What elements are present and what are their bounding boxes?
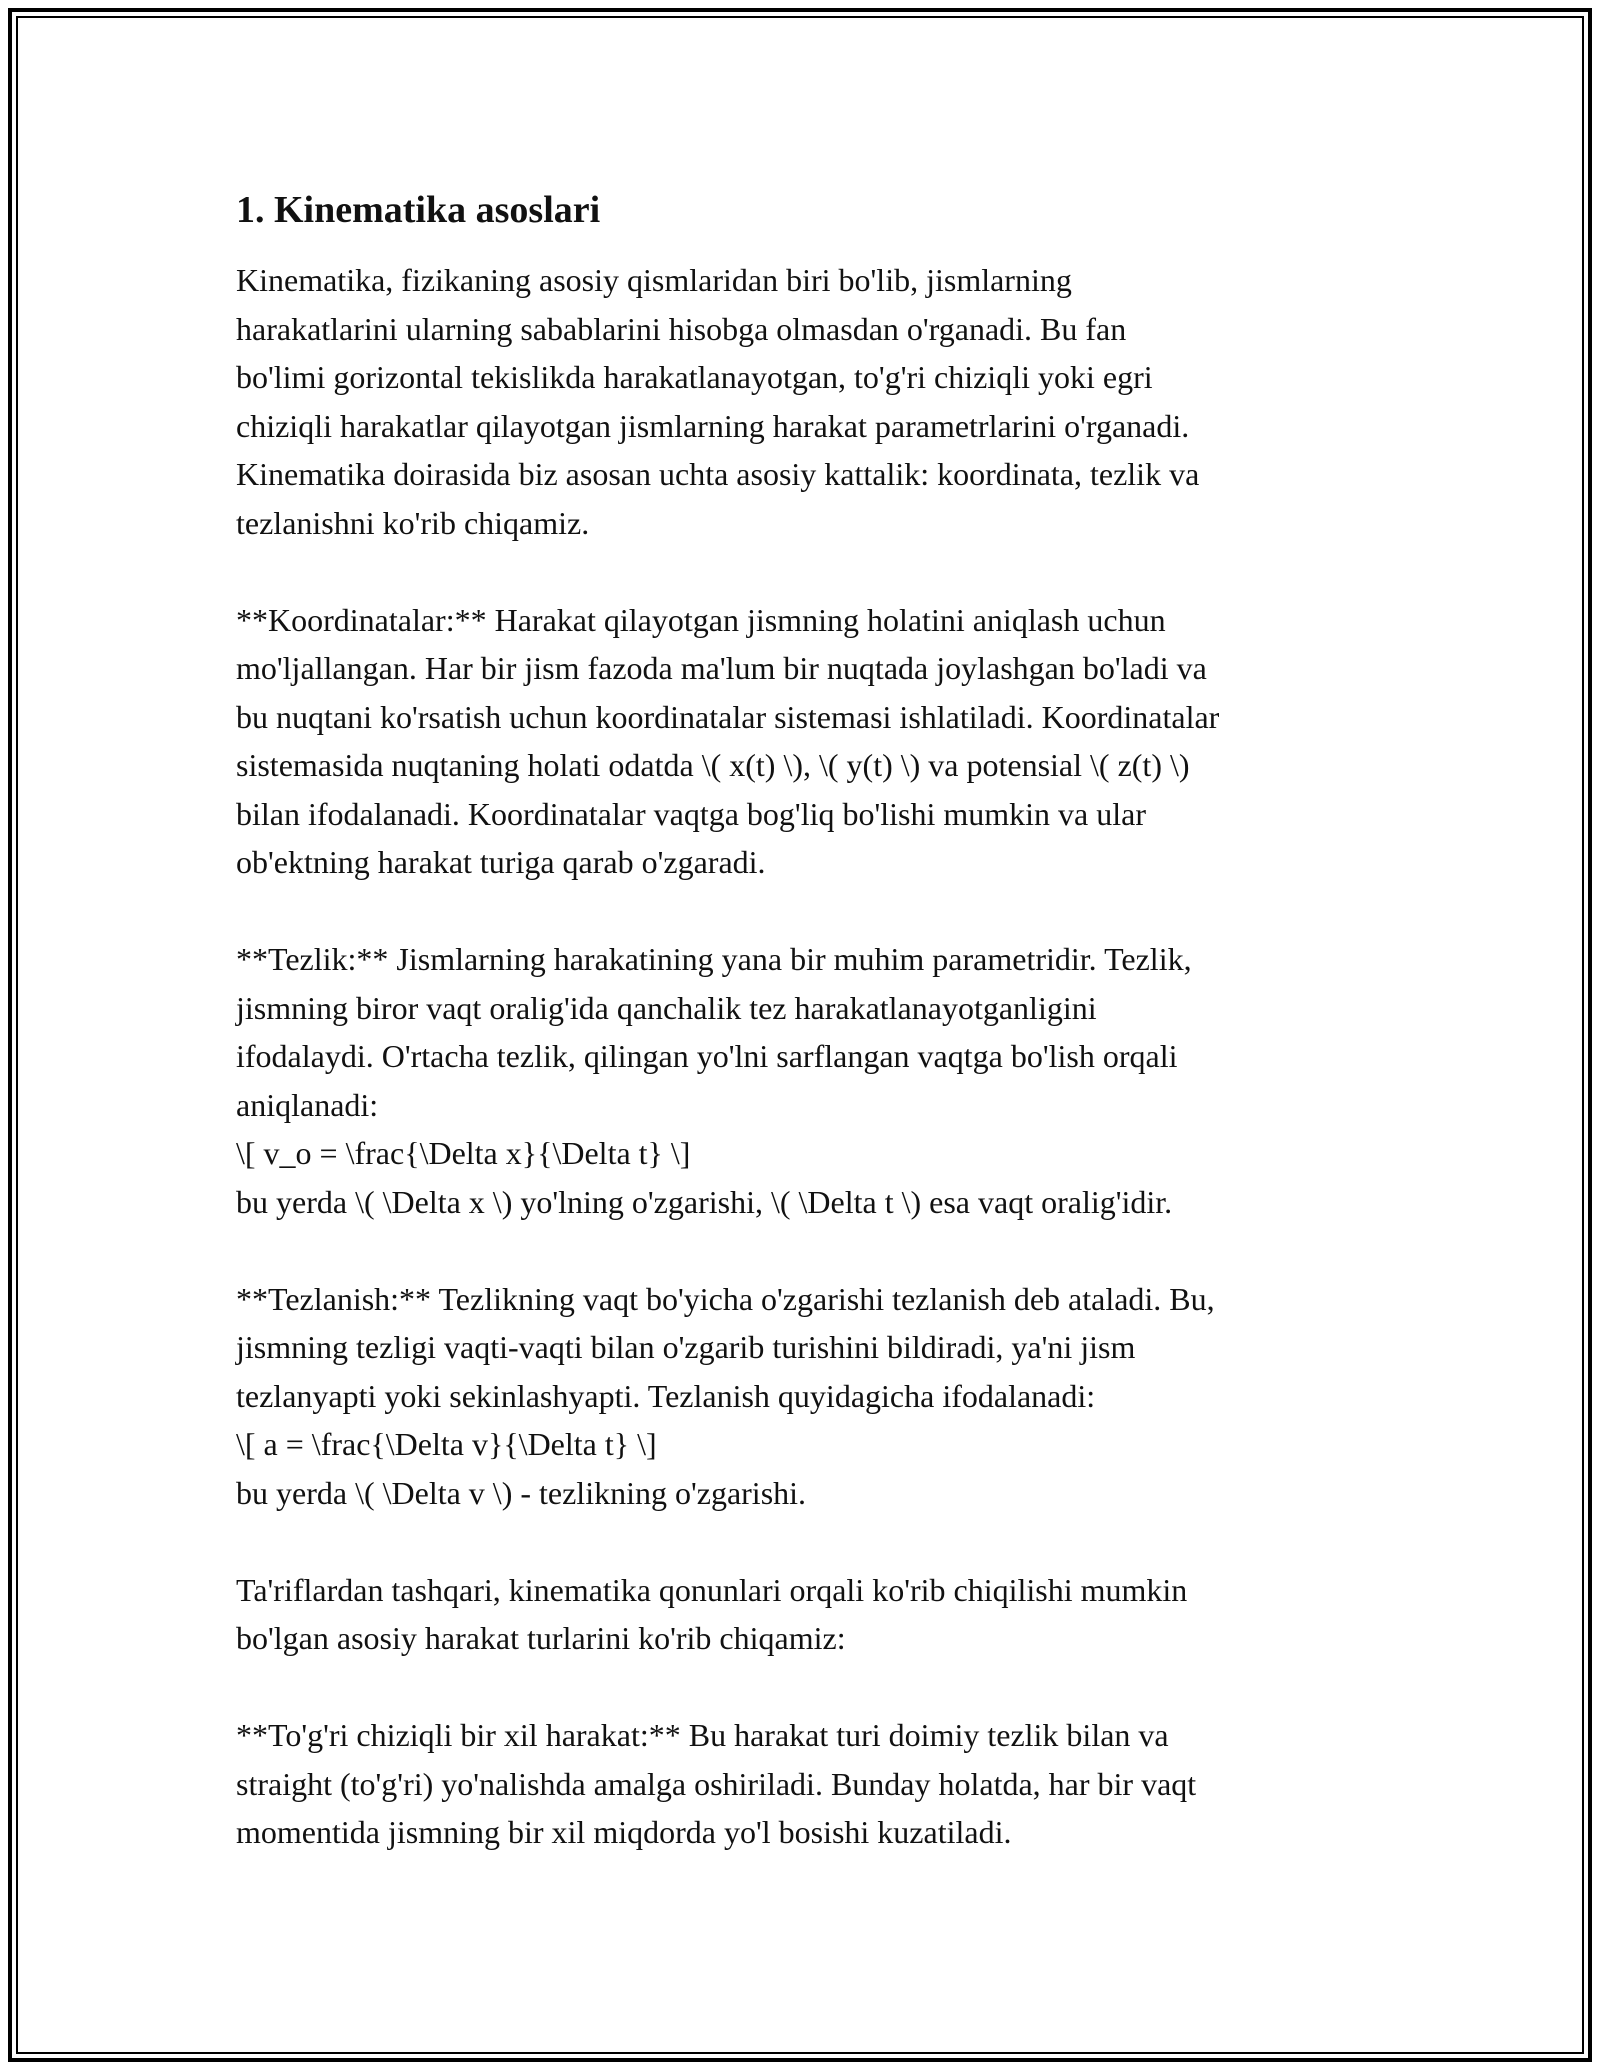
text-line: bu yerda \( \Delta x \) yo'lning o'zgarishi, \( \Delta t \) esa vaqt oralig'idir.: [236, 1183, 1173, 1220]
document-body: [236, 186, 1366, 1905]
text-line: bu yerda \( \Delta v \) - tezlikning o'zgarishi.: [236, 1474, 807, 1511]
text-line: **To'g'ri chiziqli bir xil harakat:** Bu harakat turi doimiy tezlik bilan va: [236, 1717, 1169, 1753]
paragraph-togri-chiziqli: [236, 1711, 1366, 1857]
paragraph-koordinatalar: [236, 596, 1366, 887]
text-line: harakatlarini ularning sabablarini hisobga olmasdan o'rganadi. Bu fan: [236, 310, 1127, 347]
text-line: **Koordinatalar:** Harakat qilayotgan jismning holatini aniqlash uchun: [236, 601, 1166, 638]
formula-line: \[ a = \frac{\Delta v}{\Delta t} \]: [236, 1426, 657, 1462]
text-line: tezlanyapti yoki sekinlashyapti. Tezlanish quyidagicha ifodalanadi:: [236, 1377, 1096, 1414]
text-line: Kinematika doirasida biz asosan uchta asosiy kattalik: koordinata, tezlik va: [236, 456, 1200, 492]
paragraph-intro: [236, 256, 1366, 547]
section-heading: 1. Kinematika asoslari: [236, 189, 601, 231]
text-line: mo'ljallangan. Har bir jism fazoda ma'lum bir nuqtada joylashgan bo'ladi va: [236, 650, 1207, 686]
paragraph-tezlik: [236, 935, 1366, 1226]
text-line: bu nuqtani ko'rsatish uchun koordinatalar sistemasi ishlatiladi. Koordinatalar: [236, 698, 1220, 735]
text-line: Ta'riflardan tashqari, kinematika qonunlari orqali ko'rib chiqilishi mumkin: [236, 1571, 1188, 1608]
text-line: bilan ifodalanadi. Koordinatalar vaqtga bog'liq bo'lishi mumkin va ular: [236, 795, 1146, 832]
text-line: aniqlanadi:: [236, 1086, 379, 1123]
text-line: straight (to'g'ri) yo'nalishda amalga oshiriladi. Bunday holatda, har bir vaqt: [236, 1765, 1197, 1802]
text-line: **Tezlik:** Jismlarning harakatining yana bir muhim parametridir. Tezlik,: [236, 941, 1192, 977]
text-line: chiziqli harakatlar qilayotgan jismlarning harakat parametrlarini o'rganadi.: [236, 407, 1190, 444]
text-line: tezlanishni ko'rib chiqamiz.: [236, 504, 590, 541]
paragraph-tezlanish: [236, 1275, 1366, 1518]
text-line: jismning biror vaqt oralig'ida qanchalik tez harakatlanayotganligini: [236, 989, 1097, 1026]
text-line: jismning tezligi vaqti-vaqti bilan o'zgarib turishini bildiradi, ya'ni jism: [236, 1329, 1136, 1365]
paragraph-tariflar: [236, 1566, 1366, 1663]
text-line: ob'ektning harakat turiga qarab o'zgaradi.: [236, 844, 766, 880]
text-line: bo'lgan asosiy harakat turlarini ko'rib chiqamiz:: [236, 1620, 846, 1656]
text-line: **Tezlanish:** Tezlikning vaqt bo'yicha o'zgarishi tezlanish deb ataladi. Bu,: [236, 1280, 1215, 1317]
formula-line: \[ v_o = \frac{\Delta x}{\Delta t} \]: [236, 1135, 691, 1171]
text-line: bo'limi gorizontal tekislikda harakatlanayotgan, to'g'ri chiziqli yoki egri: [236, 359, 1153, 395]
text-line: sistemasida nuqtaning holati odatda \( x(t) \), \( y(t) \) va potensial \( z(t) \): [236, 747, 1190, 783]
text-line: momentida jismning bir xil miqdorda yo'l bosishi kuzatiladi.: [236, 1814, 1012, 1850]
text-line: Kinematika, fizikaning asosiy qismlaridan biri bo'lib, jismlarning: [236, 262, 1072, 298]
text-line: ifodalaydi. O'rtacha tezlik, qilingan yo'lni sarflangan vaqtga bo'lish orqali: [236, 1038, 1178, 1074]
